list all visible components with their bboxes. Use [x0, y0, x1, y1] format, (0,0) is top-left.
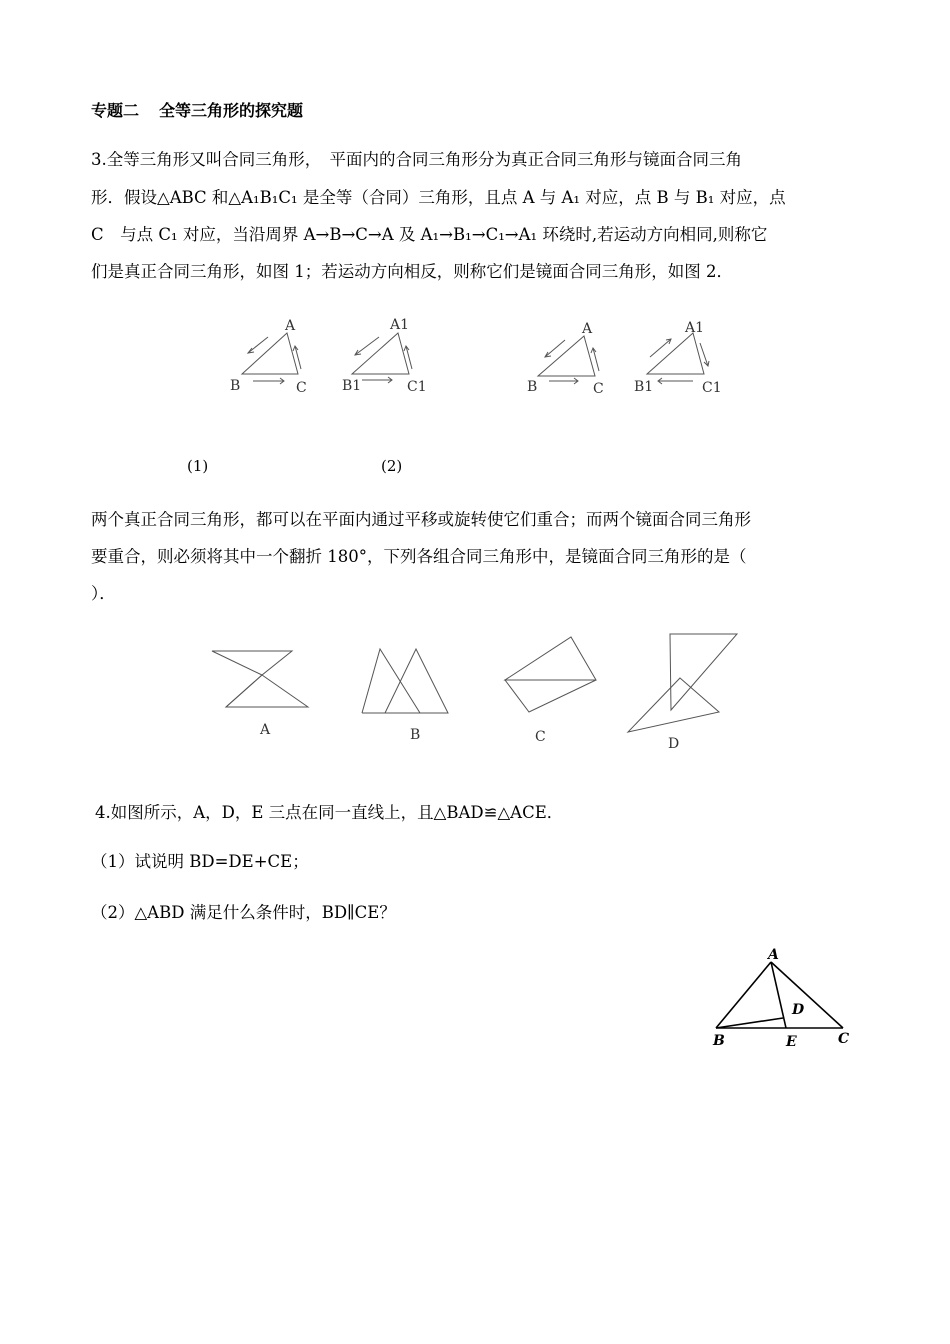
label-b1-1: B1	[342, 378, 362, 394]
option-a-label: A	[260, 722, 271, 738]
section-label: 专题二	[91, 101, 140, 120]
label-c-1: C	[296, 380, 307, 396]
segment-bd	[716, 1018, 783, 1028]
q3-line-2: 形．假设△ABC 和△A₁B₁C₁ 是全等（合同）三角形，且点 A 与 A₁ 对应，点 B 与 B₁ 对应，点	[91, 188, 786, 207]
q4-line-1: 4.如图所示，A，D，E 三点在同一直线上，且△BAD≌△ACE．	[95, 803, 564, 822]
figure-caption-2: (2)	[381, 457, 403, 475]
q4-line-2: （1）试说明 BD=DE+CE；	[91, 852, 309, 871]
option-c-label: C	[535, 729, 546, 745]
q3-line-6: 要重合，则必须将其中一个翻折 180°，下列各组合同三角形中，是镜面合同三角形的是（	[91, 547, 747, 566]
label-a1-2: A1	[685, 320, 705, 336]
option-d-label: D	[668, 736, 680, 752]
figure-caption-1: (1)	[187, 457, 209, 475]
label-c-2: C	[593, 381, 604, 397]
label-c1-2: C1	[702, 380, 722, 396]
label-b1-2: B1	[634, 379, 654, 395]
label-c: C	[838, 1031, 850, 1047]
q3-line-7: ）．	[91, 584, 116, 603]
segment-ab	[716, 962, 771, 1028]
label-e: E	[786, 1034, 797, 1050]
q3-line-5: 两个真正合同三角形，都可以在平面内通过平移或旋转使它们重合；而两个镜面合同三角形	[91, 510, 751, 529]
label-d: D	[792, 1002, 805, 1018]
q3-line-1: 3.全等三角形又叫合同三角形， 平面内的合同三角形分为真正合同三角形与镜面合同三角	[91, 150, 742, 169]
label-a: A	[768, 947, 779, 963]
q4-line-3: （2）△ABD 满足什么条件时，BD∥CE？	[91, 903, 396, 922]
label-a-1: A	[285, 318, 296, 334]
label-b-1: B	[230, 378, 241, 394]
label-a1-1: A1	[390, 317, 410, 333]
q3-line-4: 们是真正合同三角形，如图 1；若运动方向相反，则称它们是镜面合同三角形，如图 2．	[91, 262, 733, 281]
label-c1-1: C1	[407, 379, 427, 395]
q3-line-3: C 与点 C₁ 对应，当沿周界 A→B→C→A 及 A₁→B₁→C₁→A₁ 环绕时,若运动方向相同,则称它	[91, 225, 768, 244]
section-topic: 全等三角形的探究题	[159, 101, 304, 120]
label-b-2: B	[527, 379, 538, 395]
label-b: B	[713, 1033, 725, 1049]
label-a-2: A	[582, 321, 593, 337]
option-b-label: B	[410, 727, 421, 743]
